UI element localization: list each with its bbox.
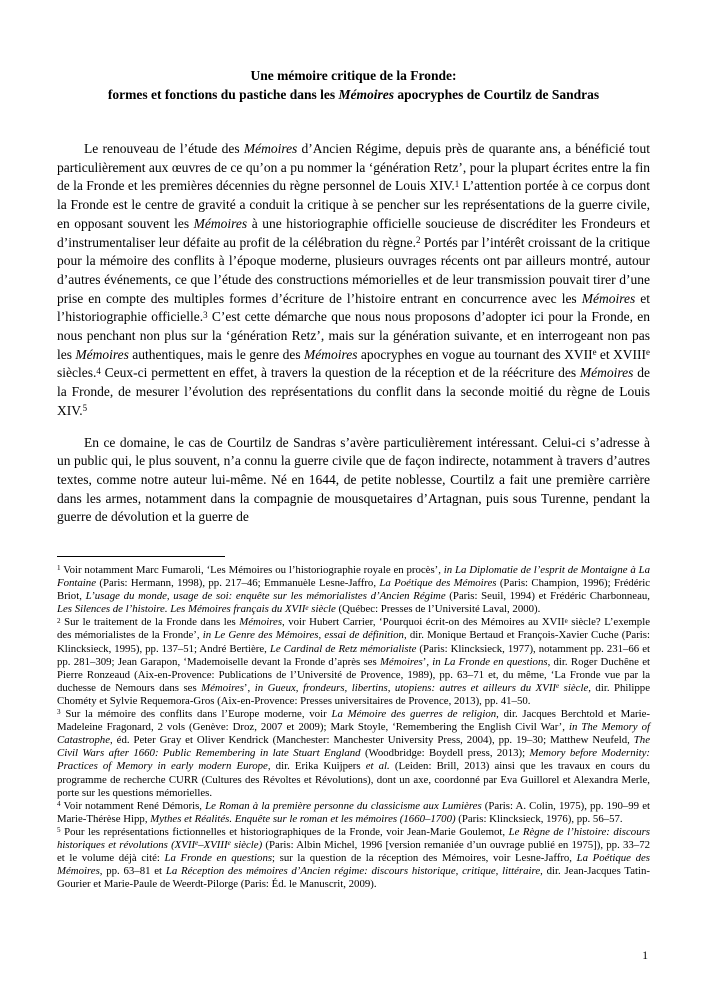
body-text	[57, 140, 650, 527]
text-segment: Sur la mémoire des conflits dans l’Europe moderne, voir	[65, 708, 332, 721]
page-number: 1	[642, 950, 648, 962]
text-segment: e	[227, 839, 231, 848]
footnote	[57, 616, 650, 708]
text-segment: La Poétique des Mémoires	[57, 852, 650, 878]
text-segment: , dir. Roger Duchêne et Pierre Ronzeaud (Aix-en-Provence: Publications de l’Université de Provence, 1989), pp. 63–71 et, du même, ‘La Fronde vue par la duchesse de Nemours dans ses	[57, 655, 650, 694]
text-segment: e	[646, 347, 650, 358]
text-segment: in	[432, 655, 444, 668]
text-segment: Le Genre des Mémoires, essai de définition	[214, 629, 404, 642]
text-segment: La Diplomatie de l’esprit de Montaigne à La Fontaine	[57, 564, 650, 590]
footnote-separator	[57, 556, 225, 557]
text-segment: Mémoires	[379, 655, 423, 668]
text-segment: ’,	[243, 681, 255, 694]
text-segment: (Leiden: Brill, 2013) ainsi que les travaux en cours du programme de recherche CURR (Cultures des Révoltes et Révolutions), dont un axe, coordonné par Eva Guillorel et Alexandra Merle, porte sur les questions mémorielles.	[57, 760, 650, 799]
text-segment: in	[569, 721, 582, 734]
text-segment: Mémoires	[75, 346, 129, 362]
text-segment: et al.	[365, 760, 390, 773]
footnote	[57, 564, 650, 616]
text-segment: Voir notamment Marc Fumaroli, ‘Les Mémoires ou l’historiographie royale en procès’,	[63, 564, 444, 576]
text-segment: ; sur la question de la réception des Mémoires, voir Lesne-Jaffro,	[272, 852, 577, 865]
text-segment: in	[443, 564, 456, 576]
text-segment: Mémoires	[304, 346, 358, 362]
text-segment: (Paris: A. Colin, 1975), pp. 190–99 et Marie-Thérèse Hipp,	[57, 799, 650, 825]
text-segment: –XVIII	[198, 838, 228, 851]
text-segment: apocryphes de Courtilz de Sandras	[394, 87, 600, 102]
text-segment: formes et fonctions du pastiche dans les	[107, 87, 339, 102]
text-segment: ’,	[422, 655, 433, 668]
text-segment: Le renouveau de l’étude des	[84, 141, 244, 156]
text-segment: , dir. Jean-Jacques Tatin-Gourier et Marie-Paule de Weerdt-Pilorge (Paris: Éd. le Manuscrit, 2009).	[57, 865, 650, 891]
text-segment: 3	[203, 309, 208, 320]
text-segment: Le Règne de l’histoire: discours historiques et révolutions (XVII	[57, 825, 650, 851]
text-segment: (Paris: Seuil, 1994) et Frédéric Charbonneau,	[445, 590, 650, 603]
text-segment: siècle? L’exemple des mémorialistes de la Fronde’,	[57, 616, 650, 642]
text-segment: e	[195, 839, 199, 848]
text-segment: , voir Hubert Carrier, ‘Pourquoi écrit-on des Mémoires au XVII	[282, 616, 565, 629]
text-segment: in	[254, 681, 268, 694]
text-segment: Pour les représentations fictionnelles et historiographiques de la Fronde, voir Jean-Marie Goulemot,	[64, 825, 509, 838]
text-segment: , pp. 63–81 et	[99, 865, 166, 878]
footnotes	[57, 564, 650, 891]
text-segment: à une historiographie officielle soucieuse de discréditer les Frondeurs et d’instrumentaliser leur défaite au profit de la célébration du règne.	[57, 215, 651, 250]
text-segment: (Paris: Klincksieck, 1976), pp. 56–57.	[455, 812, 623, 825]
text-segment: Mémoires	[201, 681, 244, 694]
text-segment: e	[564, 616, 568, 625]
text-segment: Mémoires	[579, 365, 634, 381]
body-paragraph	[57, 140, 650, 421]
text-segment: Le Roman à la première personne du classicisme aux Lumières	[205, 799, 482, 812]
text-segment: e	[592, 347, 597, 358]
text-segment: Portés par l’intérêt croissant de la critique pour la mémoire des conflits à l’époque moderne, plusieurs ouvrages récents ont par ailleurs montré, autour d’autres événements, ce que l’étude des constructions mémorielles et de leur transmission pouvait tirer d’une prise en compte des multiples formes d’écriture de l’histoire entrant en concurrence avec les	[57, 234, 650, 306]
body-paragraph	[57, 434, 650, 528]
title-line	[57, 85, 650, 104]
text-segment: La Mémoire des guerres de religion	[331, 708, 497, 721]
text-segment: Mémoires	[239, 616, 283, 629]
text-segment: Gueux, frondeurs, libertins, utopiens: autres et ailleurs du XVII	[267, 681, 557, 694]
footnote	[57, 708, 650, 800]
text-segment: Sur le traitement de la Fronde dans les	[64, 616, 240, 629]
text-segment: Le Cardinal de Retz mémorialiste	[269, 642, 417, 655]
text-segment: La Fronde en questions	[443, 655, 548, 668]
footnote-number: 5	[57, 826, 61, 835]
text-segment: Mémoires	[243, 141, 298, 156]
text-segment: siècle	[308, 603, 336, 616]
text-segment: (Paris: Albin Michel, 1996 [version remaniée d’un ouvrage publié en 1975]), pp. 33–72 et le volume déjà cité:	[57, 838, 651, 865]
text-segment: 2	[416, 235, 421, 246]
text-segment: (Paris: Champion, 1996); Frédéric Briot,	[57, 577, 650, 603]
footnote	[57, 826, 650, 891]
text-segment: 1	[454, 179, 460, 190]
text-segment: Ceux-ci permettent en effet, à travers la question de la réception et de la réécriture des	[100, 365, 580, 381]
text-segment: , dir. Monique Bertaud et François-Xavier Cuche (Paris: Klincksieck, 1995), pp. 137–51; André Bertière,	[57, 629, 650, 655]
text-segment: Mémoires	[581, 290, 636, 306]
footnote-number: 3	[57, 708, 61, 717]
text-segment: siècles.	[57, 365, 97, 381]
text-segment: siècle	[559, 681, 589, 694]
text-segment: d’Ancien Régime, depuis près de quarante ans, a bénéficié tout particulièrement aux œuvres de ce qu’on a pu nommer la ‘génération Retz’, pour la plupart écrites entre la fin de la Fronde et les premières décennies du règne personnel de Louis XIV.	[57, 141, 650, 194]
text-segment: e	[556, 682, 560, 691]
text-segment: , éd. Peter Gray et Oliver Kendrick (Manchester: Manchester University Press, 2004), pp. 19–30; Matthew Neufeld,	[110, 734, 634, 747]
text-segment: authentiques, mais le genre des	[128, 346, 304, 362]
text-segment: C’est cette démarche que nous nous proposons d’adopter ici pour la Fronde, en nous penchant non plus sur la ‘génération Retz’, mais sur la génération suivante, et en interrogeant non pas les	[57, 309, 650, 362]
footnote	[57, 800, 650, 826]
text-segment: 4	[96, 366, 101, 377]
footnote-area	[57, 556, 650, 891]
text-segment: , dir. Jacques Berchtold et Marie-Madeleine Fragonard, 2 vols (Genève: Droz, 2007 et 2009); Mark Stoyle, ‘Remembering the English Civil War’,	[57, 708, 650, 734]
text-segment: La Réception des mémoires d’Ancien régime: discours historique, critique, littéraire	[165, 865, 541, 878]
text-segment: La Poétique des Mémoires	[379, 577, 497, 590]
text-segment: siècle)	[230, 838, 263, 851]
text-segment: Mythes et Réalités. Enquête sur le roman et les mémoires (1660–1700)	[150, 812, 456, 825]
text-segment: L’attention portée à ce corpus dont la Fronde est le centre de gravité a conduit la critique à se pencher sur les représentations de la guerre civile, en opposant souvent les	[57, 178, 651, 231]
footnote-number: 4	[57, 799, 61, 808]
text-segment: L’usage du monde, usage de soi: enquête sur les mémorialistes d’Ancien Régime	[85, 590, 446, 603]
footnote-number: 1	[57, 564, 61, 573]
text-segment: e	[305, 603, 309, 612]
text-segment: Une mémoire critique de la Fronde:	[250, 68, 457, 83]
text-segment: , dir. Erika Kuijpers	[267, 760, 366, 773]
text-segment: (Paris: Klincksieck, 1977), notamment pp. 231–66 et pp. 281–309; Jean Garapon, ‘Mademoiselle devant la Fronde d’après ses	[57, 642, 650, 668]
text-segment: 5	[82, 403, 88, 414]
text-segment: La Fronde en questions	[164, 852, 273, 865]
text-segment: et l’historiographie officielle.	[57, 290, 650, 325]
footnote-number: 2	[57, 616, 61, 625]
page-content	[57, 0, 650, 527]
text-segment: The Memory of Catastrophe	[57, 721, 650, 747]
text-segment: Mémoires	[193, 215, 248, 231]
text-segment: The Civil Wars after 1660: Public Remembering in late Stuart England	[57, 734, 650, 760]
text-segment: Mémoires	[338, 87, 394, 102]
text-segment: (Woodbridge: Boydell press, 2013);	[360, 747, 530, 760]
text-segment: apocryphes en vogue au tournant des XVII	[357, 346, 593, 362]
text-segment: Voir notamment René Démoris,	[63, 799, 206, 812]
text-segment: , dir. Philippe Chométy et Sylvie Requemora-Gros (Aix-en-Provence: Presses universitaires de Provence, 2013), pp. 41–50.	[57, 681, 650, 707]
title-line	[57, 66, 650, 85]
text-segment: de la Fronde, de mesurer l’évolution des représentations du conflit dans la seconde moitié du règne de Louis XIV.	[57, 365, 650, 418]
text-segment: (Québec: Presses de l’Université Laval, 2000).	[335, 603, 541, 616]
text-segment: in	[202, 629, 215, 642]
text-segment: et XVIII	[596, 346, 647, 362]
text-segment: En ce domaine, le cas de Courtilz de Sandras s’avère particulièrement intéressant. Celui-ci s’adresse à un public qui, le plus souvent, n’a connu la guerre civile que de façon indirecte, notamment à travers d’autres textes, comme notre auteur lui-même. Né en 1644, de petite noblesse, Courtilz a fait une première carrière dans les armes, notamment dans la compagnie de mousquetaires d’Artagnan, puis sous Turenne, pendant la guerre de dévolution et la guerre de	[57, 434, 650, 525]
text-segment: (Paris: Hermann, 1998), pp. 217–46; Emmanuèle Lesne-Jaffro,	[95, 577, 380, 590]
paper-title	[57, 66, 650, 104]
text-segment: Les Silences de l’histoire. Les Mémoires français du XVII	[57, 603, 306, 616]
text-segment: Memory before Modernity: Practices of Memory in early modern Europe	[57, 747, 650, 773]
